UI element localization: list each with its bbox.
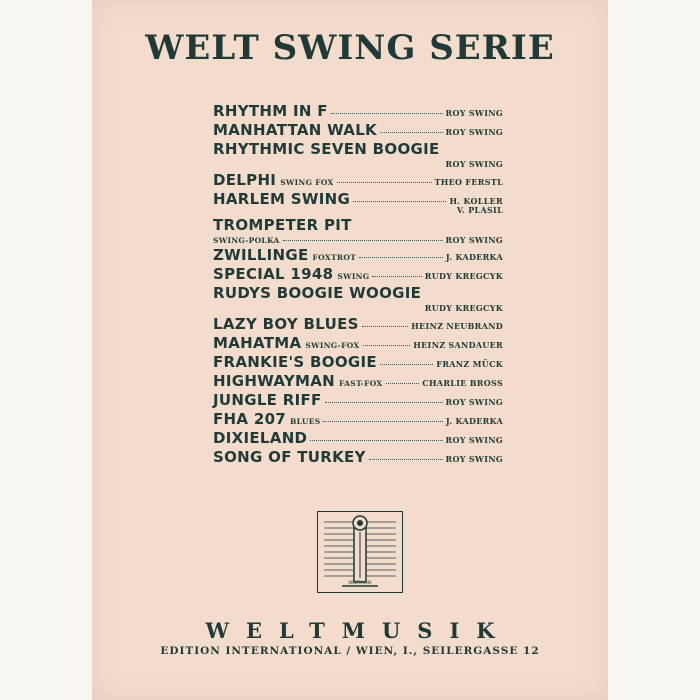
leader-dots bbox=[353, 201, 446, 202]
song-genre: SWING bbox=[337, 272, 370, 281]
song-entry bbox=[213, 171, 503, 190]
song-entry bbox=[213, 140, 503, 170]
song-composers bbox=[449, 197, 503, 215]
sheet-music-cover bbox=[92, 0, 608, 700]
emblem-label: WELTMUSIK bbox=[348, 580, 372, 585]
page-title: WELT SWING SERIE bbox=[145, 28, 555, 68]
song-entry bbox=[213, 315, 503, 334]
leader-dots bbox=[369, 459, 443, 460]
song-entry bbox=[213, 448, 503, 467]
song-title: JUNGLE RIFF bbox=[213, 391, 322, 409]
song-entry bbox=[213, 353, 503, 372]
song-title: DELPHI bbox=[213, 171, 277, 189]
song-title: RHYTHMIC SEVEN BOOGIE bbox=[213, 140, 440, 158]
publisher-name: WELTMUSIK bbox=[205, 618, 512, 643]
song-genre: SWING-FOX bbox=[305, 341, 360, 350]
song-genre: BLUES bbox=[290, 417, 321, 426]
emblem-graphic bbox=[318, 512, 402, 592]
song-composer: ROY SWING bbox=[445, 235, 503, 245]
leader-dots bbox=[363, 345, 411, 346]
leader-dots bbox=[325, 402, 443, 403]
song-composer: RUDY KREGCYK bbox=[424, 271, 503, 281]
leader-dots bbox=[323, 421, 442, 422]
leader-dots bbox=[362, 326, 408, 327]
song-composer: ROY SWING bbox=[445, 454, 503, 464]
song-title: HIGHWAYMAN bbox=[213, 372, 335, 390]
song-title: LAZY BOY BLUES bbox=[213, 315, 359, 333]
publisher-address: EDITION INTERNATIONAL / WIEN, I., SEILERGASSE 12 bbox=[160, 645, 540, 657]
song-title: MAHATMA bbox=[213, 334, 302, 352]
leader-dots bbox=[331, 113, 443, 114]
song-composer: THEO FERSTL bbox=[434, 177, 503, 187]
song-title: FHA 207 bbox=[213, 410, 287, 428]
song-entry bbox=[213, 372, 503, 391]
song-entry bbox=[213, 284, 503, 314]
song-composer: CHARLIE BROSS bbox=[422, 378, 503, 388]
song-composer: FRANZ MÜCK bbox=[436, 359, 503, 369]
song-genre: FOXTROT bbox=[312, 253, 357, 262]
song-title: DIXIELAND bbox=[213, 429, 308, 447]
song-entry bbox=[213, 102, 503, 121]
song-list bbox=[213, 102, 503, 467]
leader-dots bbox=[386, 383, 420, 384]
song-title: ZWILLINGE bbox=[213, 246, 309, 264]
song-composer-second: V. PLASIL bbox=[456, 205, 503, 215]
leader-dots bbox=[380, 364, 433, 365]
song-entry bbox=[213, 216, 503, 246]
song-composer: RUDY KREGCYK bbox=[424, 303, 503, 313]
song-genre: SWING FOX bbox=[280, 178, 334, 187]
leader-dots bbox=[310, 440, 442, 441]
song-composer: ROY SWING bbox=[445, 108, 503, 118]
leader-dots bbox=[359, 257, 443, 258]
song-title: FRANKIE'S BOOGIE bbox=[213, 353, 377, 371]
song-genre: FAST-FOX bbox=[339, 379, 383, 388]
song-title: HARLEM SWING bbox=[213, 190, 351, 208]
leader-dots bbox=[283, 240, 443, 241]
song-entry bbox=[213, 246, 503, 265]
song-title: RUDYS BOOGIE WOOGIE bbox=[213, 284, 422, 302]
song-composer: ROY SWING bbox=[445, 435, 503, 445]
song-entry bbox=[213, 334, 503, 353]
song-composer: H. KOLLER bbox=[449, 196, 503, 206]
song-title: SONG OF TURKEY bbox=[213, 448, 366, 466]
publisher-emblem-icon bbox=[317, 511, 403, 593]
song-entry bbox=[213, 410, 503, 429]
song-entry bbox=[213, 265, 503, 284]
leader-dots bbox=[337, 182, 432, 183]
leader-dots bbox=[380, 132, 443, 133]
song-composer: J. KADERKA bbox=[445, 416, 503, 426]
song-title: MANHATTAN WALK bbox=[213, 121, 377, 139]
song-composer: HEINZ NEUBRAND bbox=[411, 321, 503, 331]
song-title: SPECIAL 1948 bbox=[213, 265, 334, 283]
song-title: TROMPETER PIT bbox=[213, 216, 352, 234]
song-entry bbox=[213, 190, 503, 215]
song-title: RHYTHM IN F bbox=[213, 102, 328, 120]
song-composer: ROY SWING bbox=[445, 127, 503, 137]
song-entry bbox=[213, 391, 503, 410]
song-composer: HEINZ SANDAUER bbox=[413, 340, 503, 350]
leader-dots bbox=[372, 276, 421, 277]
song-composer: ROY SWING bbox=[445, 159, 503, 169]
song-composer: ROY SWING bbox=[445, 397, 503, 407]
song-entry bbox=[213, 429, 503, 448]
song-entry bbox=[213, 121, 503, 140]
song-genre: SWING-POLKA bbox=[213, 236, 280, 245]
song-composer: J. KADERKA bbox=[445, 252, 503, 262]
